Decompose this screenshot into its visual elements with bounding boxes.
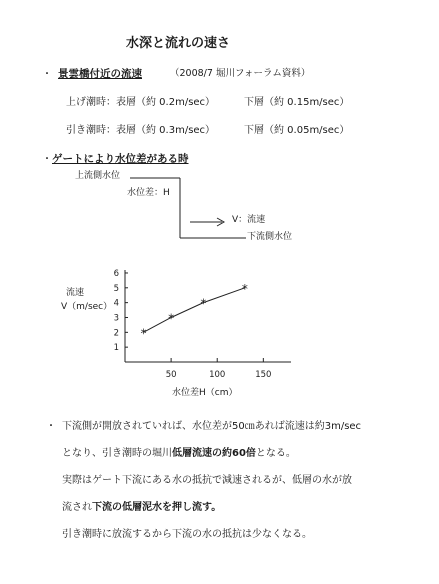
para-line-2a: となり、引き潮時の堀川 (62, 448, 172, 459)
para-line-5: 引き潮時に放流するから下流の水の抵抗は少なくなる。 (62, 529, 312, 540)
chart-xtick-label: 150 (255, 370, 272, 380)
upstream-level-label: 上流側水位 (75, 171, 121, 181)
para-line-1 (62, 422, 361, 432)
para-line-1b: 50㎝あれば流速は約3m/sec (232, 421, 362, 432)
para-line-3: 実際はゲート下流にある水の抵抗で減速されるが、低層の水が放 (62, 475, 352, 486)
chart-ytick-label: 4 (113, 298, 119, 309)
chart-ytick-label: 6 (113, 268, 119, 279)
bullet-3: ・ (46, 421, 56, 432)
chart-point-marker: * (241, 281, 248, 296)
section2-heading: ゲートにより水位差がある時 (52, 153, 189, 165)
para-line-4 (62, 503, 221, 513)
chart-ytick-label: 2 (113, 328, 119, 339)
chart-xtick-label: 100 (209, 370, 226, 380)
chart-xlabel: 水位差H（cm） (172, 388, 238, 398)
section1-heading: 景雲橋付近の流速 (58, 68, 142, 80)
chart-ylabel-line1: 流速 (66, 288, 85, 298)
chart-ytick-label: 3 (113, 313, 119, 324)
rising-tide-surface: 上げ潮時：表層（約 0.2m/sec） (66, 97, 216, 108)
chart-point-marker: * (200, 296, 207, 311)
chart-ylabel-line2: V（m/sec） (61, 302, 113, 312)
ebb-tide-surface: 引き潮時：表層（約 0.3m/sec） (66, 125, 216, 136)
chart-point-marker: * (168, 311, 175, 326)
chart-point-marker: * (140, 326, 147, 341)
para-line-2c: となる。 (255, 448, 296, 459)
chart-ytick-label: 5 (113, 283, 119, 294)
page-title: 水深と流れの速さ (126, 36, 231, 51)
para-line-4b: 下流の低層泥水を押し流す。 (92, 502, 222, 513)
chart-xtick-label: 50 (165, 370, 177, 380)
chart-series-line (143, 288, 244, 333)
para-line-2 (62, 449, 296, 459)
para-line-2b: 低層流速の約60倍 (172, 448, 256, 459)
section1-source: （2008/7 堀川フォーラム資料） (170, 68, 311, 79)
para-line-4a: 流され (62, 502, 92, 513)
level-difference-label: 水位差：H (127, 188, 170, 198)
bullet-1: ・ (42, 69, 52, 80)
flow-speed-label: V：流速 (232, 215, 266, 225)
rising-tide-bottom: 下層（約 0.15m/sec） (244, 97, 350, 108)
downstream-level-label: 下流側水位 (247, 232, 293, 242)
ebb-tide-bottom: 下層（約 0.05m/sec） (244, 125, 350, 136)
chart-ytick-label: 1 (113, 343, 119, 354)
bullet-2: ・ (42, 154, 52, 165)
para-line-1a: 下流側が開放されていれば、水位差が (62, 421, 232, 432)
